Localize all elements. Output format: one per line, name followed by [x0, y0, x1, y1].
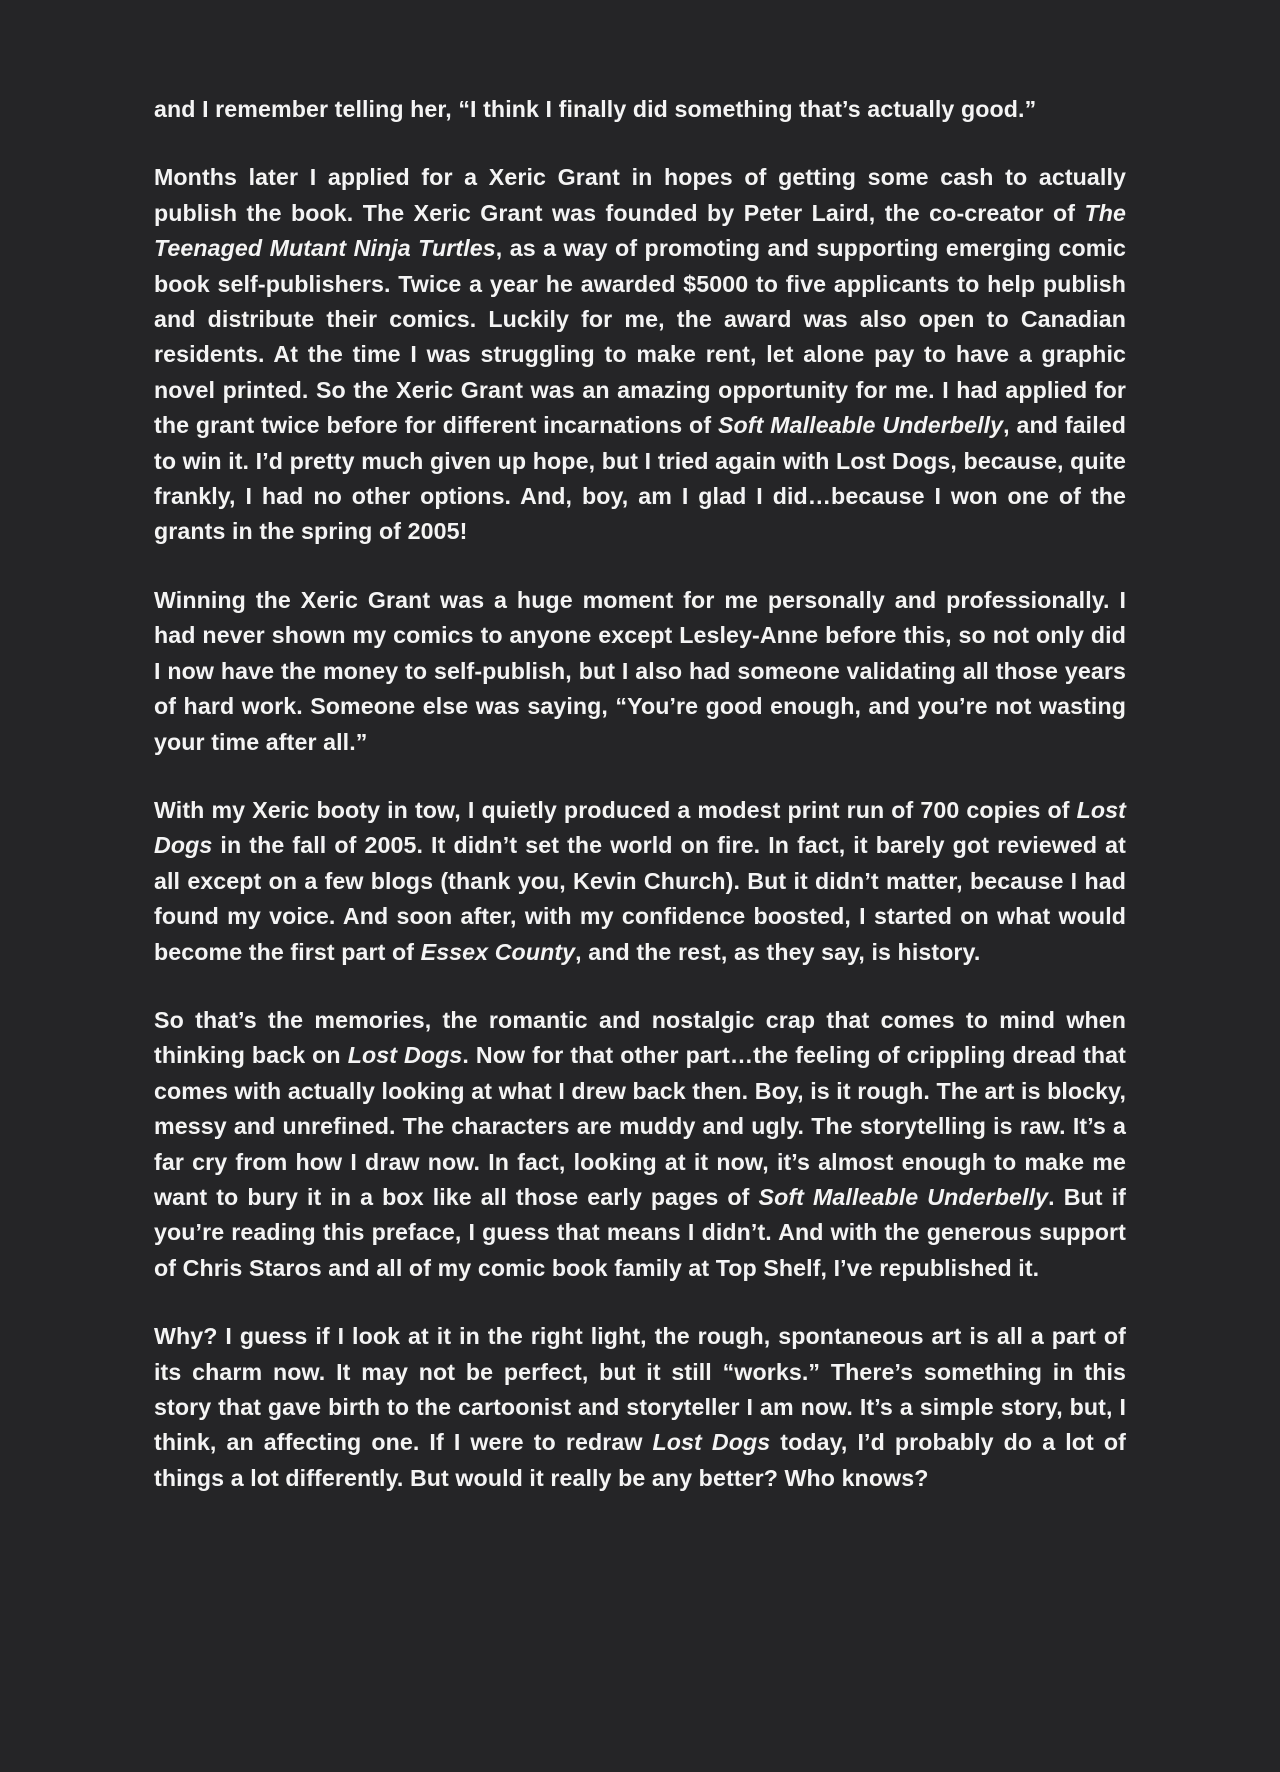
text-run: So that’s the memories, the romantic and nostalgic crap that comes to mind when thinking back on [154, 1006, 1126, 1069]
text-run: With my Xeric booty in tow, I quietly produced a modest print run of 700 copies of [154, 796, 1077, 823]
italic-title: Lost Dogs [154, 796, 1126, 859]
text-run: in the fall of 2005. It didn’t set the world on fire. In fact, it barely got reviewed at all except on a few blogs (thank you, Kevin Church). But it didn’t matter, because I had found my voice. And soon after, with my confidence boosted, I started on what would become the first part of [154, 832, 1126, 965]
paragraph-3 [154, 583, 1126, 760]
text-run: Why? I guess if I look at it in the right light, the rough, spontaneous art is all a part of its charm now. It may not be perfect, but it still “works.” There’s something in this story that gave birth to the cartoonist and storyteller I am now. It’s a simple story, but, I think, an affecting one. If I were to redraw [154, 1323, 1126, 1456]
paragraph-5 [154, 1003, 1126, 1286]
italic-title: Lost Dogs [652, 1429, 771, 1456]
paragraph-2 [154, 160, 1126, 549]
italic-title: Essex County [420, 938, 576, 965]
italic-title: Lost Dogs [347, 1042, 463, 1069]
preface-text [154, 92, 1126, 1529]
paragraph-1 [154, 92, 1126, 127]
text-run: , and the rest, as they say, is history. [575, 938, 981, 965]
text-run: . Now for that other part…the feeling of crippling dread that comes with actually looking at what I drew back then. Boy, is it rough. The art is blocky, messy and unrefined. The characters are muddy and ugly. The storytelling is raw. It’s a far cry from how I draw now. In fact, looking at it now, it’s almost enough to make me want to bury it in a box like all those early pages of [154, 1042, 1126, 1210]
italic-title: Soft Malleable Underbelly [758, 1183, 1049, 1210]
italic-title: Soft Malleable Underbelly [717, 412, 1004, 439]
text-run: today, I’d probably do a lot of things a lot differently. But would it really be any better? Who knows? [154, 1429, 1126, 1491]
text-run: Winning the Xeric Grant was a huge moment for me personally and professionally. I had never shown my comics to anyone except Lesley-Anne before this, so not only did I now have the money to self-publish, but I also had someone validating all those years of hard work. Someone else was saying, “You’re good enough, and you’re not wasting your time after all.” [154, 586, 1126, 755]
paragraph-6 [154, 1319, 1126, 1496]
paragraph-4 [154, 793, 1126, 970]
text-run: , and failed to win it. I’d pretty much given up hope, but I tried again with Lost Dogs, because, quite frankly, I had no other options. And, boy, am I glad I did…because I won one of the grants in the spring of 2005! [154, 412, 1126, 545]
text-run: and I remember telling her, “I think I finally did something that’s actually good.” [154, 96, 1037, 122]
text-run: Months later I applied for a Xeric Grant in hopes of getting some cash to actually publish the book. The Xeric Grant was founded by Peter Laird, the co-creator of [154, 164, 1126, 226]
text-run: , as a way of promoting and supporting emerging comic book self-publishers. Twice a year he awarded $5000 to five applicants to help publish and distribute their comics. Luckily for me, the award was also open to Canadian residents. At the time I was struggling to make rent, let alone pay to have a graphic novel printed. So the Xeric Grant was an amazing opportunity for me. I had applied for the grant twice before for different incarnations of [154, 235, 1126, 439]
italic-title: The Teenaged Mutant Ninja Turtles [154, 199, 1126, 262]
text-run: . But if you’re reading this preface, I guess that means I didn’t. And with the generous support of Chris Staros and all of my comic book family at Top Shelf, I’ve republished it. [154, 1183, 1126, 1281]
